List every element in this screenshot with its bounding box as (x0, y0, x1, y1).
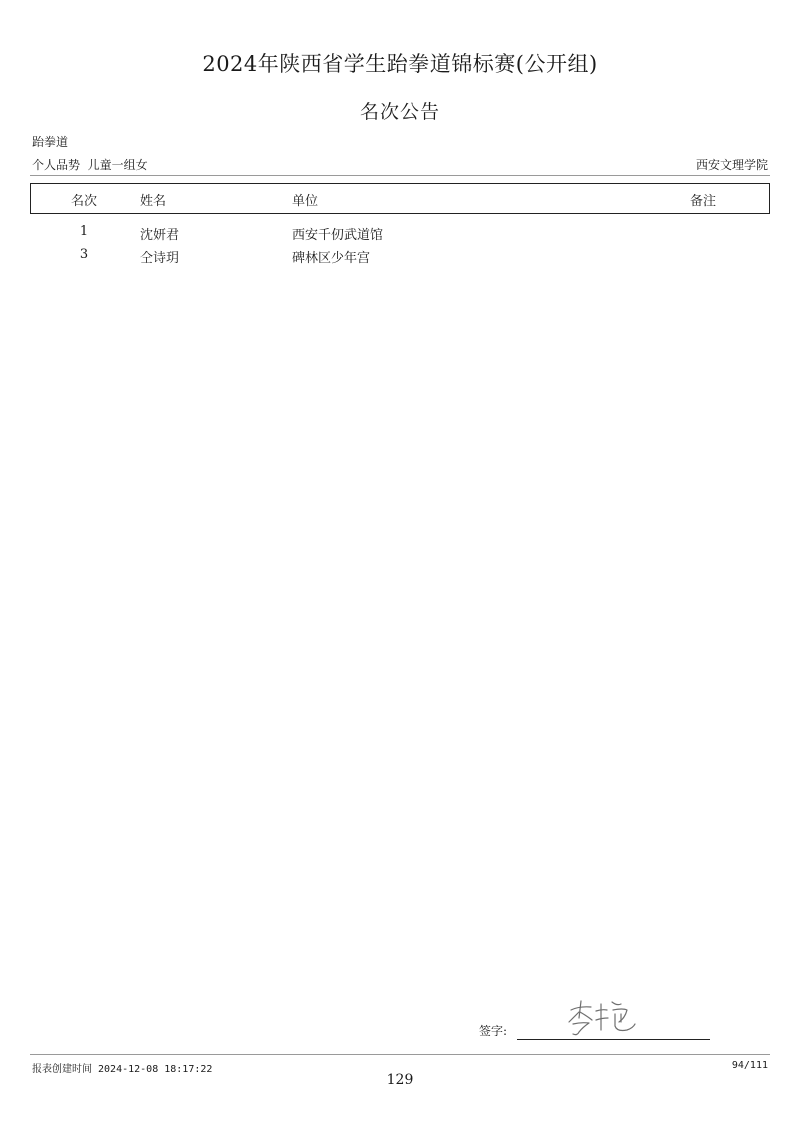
row-rank: 1 (79, 224, 89, 239)
header-rank: 名次 (71, 194, 98, 209)
header-name: 姓名 (140, 194, 167, 209)
header-divider (30, 175, 770, 176)
page-ratio: 94/111 (731, 1060, 768, 1071)
row-unit: 西安千仞武道馆 (292, 228, 384, 243)
venue-label: 西安文理学院 (695, 158, 768, 172)
signature-label: 签字: (479, 1024, 508, 1038)
header-unit: 单位 (292, 194, 319, 209)
sport-label: 跆拳道 (32, 135, 69, 149)
row-rank: 3 (79, 247, 89, 262)
event-label: 个人品势 儿童一组女 (32, 158, 148, 172)
header-note: 备注 (690, 194, 717, 209)
row-unit: 碑林区少年宫 (292, 251, 371, 266)
row-name: 沈妍君 (140, 228, 180, 243)
page-number: 129 (386, 1072, 414, 1088)
document-title: 2024年陕西省学生跆拳道锦标赛(公开组) (202, 52, 598, 76)
report-created-time: 报表创建时间 2024-12-08 18:17:22 (32, 1064, 213, 1075)
footer-divider (30, 1054, 770, 1055)
row-name: 仝诗玥 (140, 251, 180, 266)
handwritten-signature (565, 996, 645, 1044)
document-subtitle: 名次公告 (359, 101, 440, 123)
